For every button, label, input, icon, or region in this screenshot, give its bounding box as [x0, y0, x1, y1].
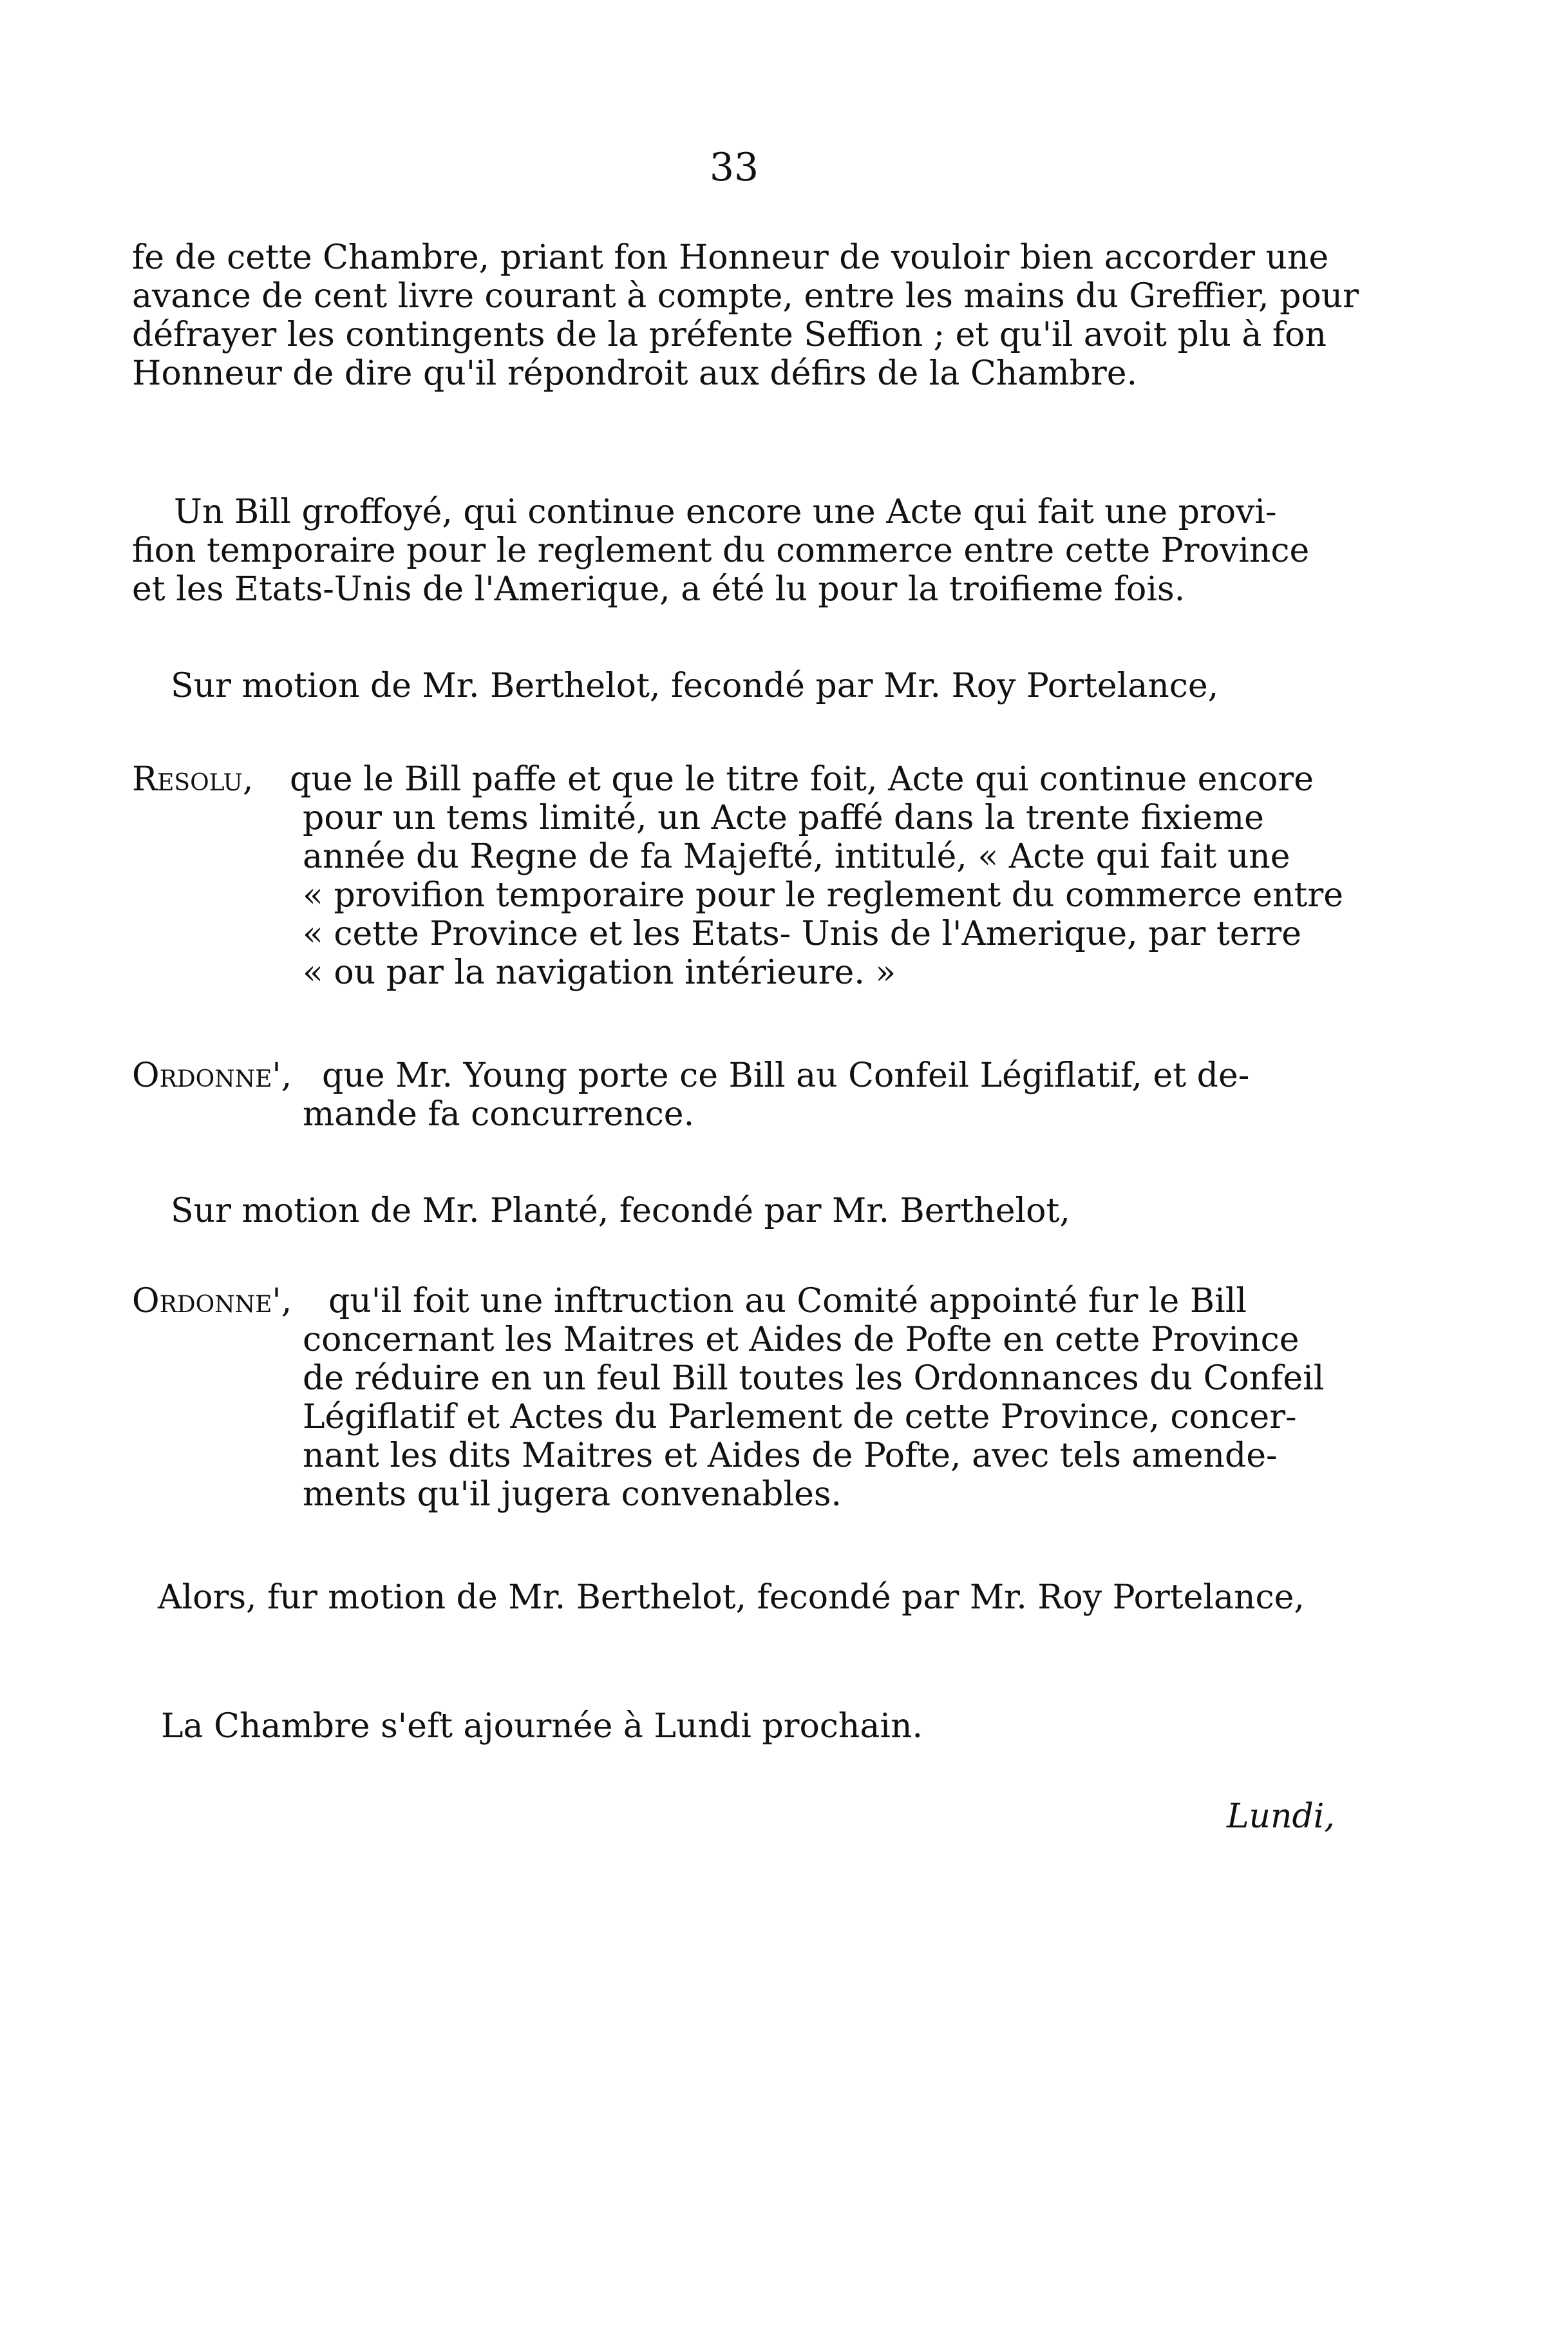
text-line: qu'il foit une inftruction au Comité appointé fur le Bill [328, 1282, 1247, 1320]
page-number: 33 [709, 145, 759, 190]
text-line: année du Regne de fa Majefté, intitulé, « Acte qui fait une [303, 837, 1290, 876]
catchword: Lundi, [1227, 1797, 1335, 1836]
motion-line: Sur motion de Mr. Planté, fecondé par Mr. Berthelot, [171, 1192, 1070, 1230]
motion-line: Sur motion de Mr. Berthelot, fecondé par Mr. Roy Portelance, [171, 667, 1219, 705]
adjourn-line: La Chambre s'eft ajournée à Lundi prochain. [161, 1707, 923, 1746]
text-line: Honneur de dire qu'il répondroit aux défirs de la Chambre. [132, 354, 1137, 393]
text-line: « ou par la navigation intérieure. » [303, 953, 896, 992]
ordonne-label: Ordonne', [132, 1282, 292, 1320]
text-line: fe de cette Chambre, priant fon Honneur de vouloir bien accorder une [132, 238, 1329, 277]
text-line: défrayer les contingents de la préfente Seffion ; et qu'il avoit plu à fon [132, 316, 1327, 354]
text-line: mande fa concurrence. [303, 1095, 695, 1134]
text-line: que le Bill paffe et que le titre foit, Acte qui continue encore [290, 760, 1314, 799]
text-line: Un Bill groffoyé, qui continue encore une Acte qui fait une provi- [174, 493, 1277, 531]
resolu-label: Resolu, [132, 760, 254, 799]
text-line: « cette Province et les Etats- Unis de l'Amerique, par terre [303, 915, 1302, 953]
text-line: « provifion temporaire pour le reglement du commerce entre [303, 876, 1343, 915]
text-line: pour un tems limité, un Acte paffé dans la trente fixieme [303, 799, 1264, 837]
text-line: concernant les Maitres et Aides de Pofte en cette Province [303, 1320, 1299, 1359]
ordonne-label: Ordonne', [132, 1056, 292, 1095]
text-line: et les Etats-Unis de l'Amerique, a été lu pour la troifieme fois. [132, 570, 1185, 609]
text-line: nant les dits Maitres et Aides de Pofte, avec tels amende- [303, 1436, 1278, 1475]
text-line: fion temporaire pour le reglement du commerce entre cette Province [132, 531, 1310, 570]
text-line: que Mr. Young porte ce Bill au Confeil Légiflatif, et de- [322, 1056, 1250, 1095]
text-line: ments qu'il jugera convenables. [303, 1475, 842, 1514]
text-line: de réduire en un feul Bill toutes les Ordonnances du Confeil [303, 1359, 1325, 1398]
motion-line: Alors, fur motion de Mr. Berthelot, fecondé par Mr. Roy Portelance, [158, 1578, 1305, 1617]
text-line: Légiflatif et Actes du Parlement de cette Province, concer- [303, 1398, 1297, 1436]
text-line: avance de cent livre courant à compte, entre les mains du Greffier, pour [132, 277, 1359, 316]
